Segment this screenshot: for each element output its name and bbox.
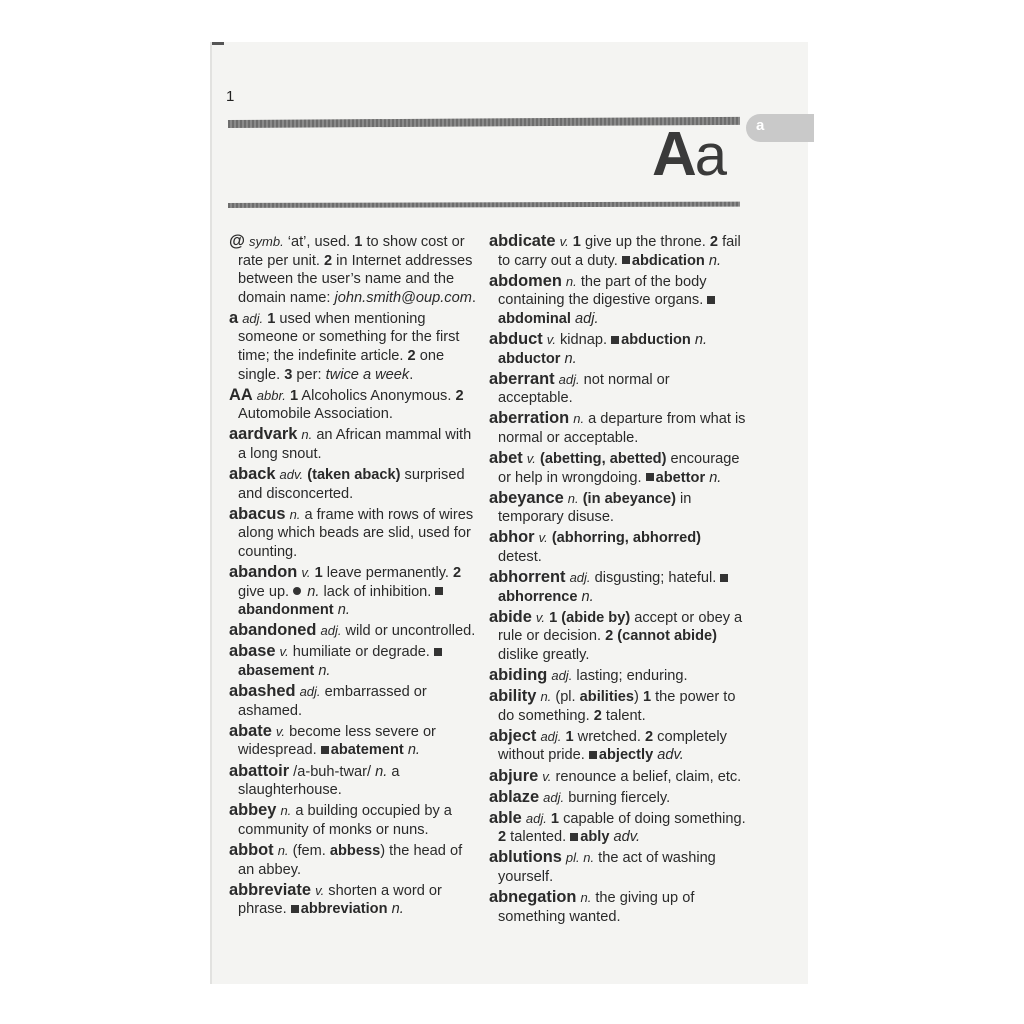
- dictionary-entry: abnegation n. the giving up of something wanted.: [489, 888, 695, 925]
- bold-text: abbreviation: [300, 901, 388, 918]
- bold-text: 1: [549, 609, 558, 626]
- part-of-speech: v.: [315, 882, 325, 898]
- entry-headword: aardvark: [229, 425, 298, 444]
- italic-text: n.: [307, 583, 320, 600]
- bold-text: abdication: [631, 252, 705, 269]
- bold-text: abdominal: [498, 310, 571, 327]
- left-column: [229, 232, 479, 920]
- italic-text: n.: [318, 663, 331, 680]
- italic-text: n.: [564, 350, 577, 367]
- dictionary-entry: abase v. humiliate or degrade. abasement n.: [229, 642, 479, 680]
- bold-text: abbess: [329, 842, 381, 859]
- dictionary-entry: abiding adj. lasting; enduring.: [489, 666, 688, 685]
- entry-headword: abiding: [489, 666, 548, 685]
- derivative-square-icon: [434, 648, 442, 656]
- entry-headword: abbey: [229, 801, 277, 820]
- entry-headword: abandon: [229, 563, 298, 582]
- page-number: 1: [226, 88, 235, 105]
- dictionary-entry: able adj. 1 capable of doing something. 2 talented. ably adv.: [489, 808, 746, 846]
- bold-text: abettor: [655, 469, 706, 486]
- part-of-speech: adj.: [543, 789, 565, 805]
- bold-text: 1: [572, 234, 581, 250]
- right-column: [489, 232, 747, 928]
- dictionary-entry: abeyance n. (in abeyance) in temporary disuse.: [489, 488, 692, 526]
- dictionary-entry: abate v. become less severe or widespread. abatement n.: [229, 721, 436, 759]
- part-of-speech: v.: [526, 451, 536, 467]
- bold-text: (cannot abide): [617, 628, 717, 645]
- part-of-speech: n.: [301, 427, 313, 443]
- dictionary-entry: abjure v. renounce a belief, claim, etc.: [489, 766, 742, 785]
- italic-text: n.: [581, 588, 594, 605]
- bold-text: abhorrence: [498, 588, 578, 605]
- italic-text: n.: [407, 742, 420, 759]
- bold-text: 2: [709, 234, 719, 250]
- page-edge-mark: [212, 42, 224, 45]
- dictionary-entry: abdomen n. the part of the body containing the digestive organs. abdominal adj.: [489, 272, 747, 329]
- part-of-speech: n.: [567, 490, 579, 506]
- dictionary-entry: abacus n. a frame with rows of wires along which beads are slid, used for counting.: [229, 504, 474, 560]
- entry-headword: a: [229, 308, 239, 327]
- bold-text: abduction: [621, 331, 691, 348]
- part-of-speech: v.: [538, 530, 548, 546]
- bold-text: abjectly: [598, 747, 654, 764]
- part-of-speech: pl. n.: [565, 850, 595, 866]
- bold-text: 1: [642, 689, 652, 706]
- bold-text: 1: [289, 387, 299, 404]
- bold-text: abductor: [498, 350, 561, 367]
- bold-text: 2: [324, 252, 333, 269]
- entry-headword: AA: [229, 385, 253, 404]
- entry-headword: abandoned: [229, 621, 317, 640]
- sense-dot-icon: [293, 587, 301, 595]
- bold-text: (abhorring, abhorred): [551, 530, 701, 547]
- italic-text: n.: [708, 252, 722, 269]
- bold-text: abilities: [579, 689, 635, 706]
- derivative-square-icon: [611, 336, 619, 344]
- entry-headword: abnegation: [489, 888, 577, 907]
- dictionary-entry: abattoir /a-buh-twar/ n. a slaughterhouse.: [229, 761, 400, 799]
- entry-headword: ablaze: [489, 787, 540, 806]
- part-of-speech: adj.: [299, 684, 321, 700]
- part-of-speech: n.: [580, 890, 592, 906]
- bold-text: 1: [354, 234, 363, 250]
- bold-text: 2: [605, 628, 614, 645]
- entry-headword: able: [489, 808, 522, 827]
- derivative-square-icon: [720, 574, 728, 582]
- part-of-speech: n.: [280, 803, 292, 819]
- bold-text: (abetting, abetted): [539, 451, 667, 468]
- dictionary-entry: ablutions pl. n. the act of washing yourself.: [489, 848, 716, 885]
- part-of-speech: v.: [546, 331, 556, 347]
- entry-headword: abhor: [489, 528, 535, 547]
- entry-headword: aback: [229, 465, 276, 484]
- bold-text: ably: [580, 829, 610, 846]
- bold-text: 3: [284, 366, 293, 383]
- derivative-square-icon: [646, 473, 654, 481]
- section-heading: [652, 120, 726, 189]
- part-of-speech: v.: [535, 609, 546, 625]
- entry-headword: abeyance: [489, 488, 564, 507]
- derivative-square-icon: [570, 833, 578, 841]
- part-of-speech: n.: [565, 273, 577, 289]
- derivative-square-icon: [291, 905, 299, 913]
- entry-headword: abhorrent: [489, 568, 566, 587]
- bold-text: 2: [593, 707, 602, 724]
- part-of-speech: adj.: [569, 570, 591, 586]
- bold-text: 2: [498, 829, 507, 846]
- derivative-square-icon: [622, 256, 630, 264]
- dictionary-entry: AA abbr. 1 Alcoholics Anonymous. 2 Automobile Association.: [229, 385, 464, 423]
- bold-text: (taken aback): [307, 467, 401, 484]
- part-of-speech: adj.: [525, 810, 547, 826]
- dictionary-entry: abandon v. 1 leave permanently. 2 give up. n. lack of inhibition. abandonment n.: [229, 563, 462, 619]
- part-of-speech: v.: [275, 723, 286, 739]
- italic-text: twice a week: [325, 366, 410, 383]
- dictionary-entry: abet v. (abetting, abetted) encourage or help in wrongdoing. abettor n.: [489, 449, 740, 486]
- bold-text: 1: [550, 810, 560, 827]
- dictionary-entry: aback adv. (taken aback) surprised and disconcerted.: [229, 465, 465, 502]
- dictionary-entry: abdicate v. 1 give up the throne. 2 fail to carry out a duty. abdication n.: [489, 232, 741, 269]
- part-of-speech: v.: [279, 644, 289, 660]
- entry-headword: abate: [229, 721, 272, 740]
- derivative-square-icon: [435, 587, 443, 595]
- entry-headword: aberration: [489, 409, 570, 428]
- bold-text: (in abeyance): [582, 490, 676, 507]
- part-of-speech: n.: [277, 842, 289, 858]
- thumb-index-tab: [746, 114, 814, 142]
- entry-headword: abdicate: [489, 232, 556, 250]
- bold-text: 2: [455, 387, 464, 404]
- part-of-speech: adj.: [320, 623, 342, 639]
- bold-text: abatement: [330, 742, 404, 759]
- entry-headword: abduct: [489, 329, 543, 348]
- derivative-square-icon: [589, 751, 597, 759]
- entry-headword: abject: [489, 726, 537, 745]
- dictionary-entry: abject adj. 1 wretched. 2 completely without pride. abjectly adv.: [489, 726, 727, 764]
- dictionary-entry: aberration n. a departure from what is normal or acceptable.: [489, 409, 746, 446]
- entry-headword: abashed: [229, 682, 296, 701]
- part-of-speech: adj.: [551, 668, 573, 684]
- dictionary-entry: @ symb. ‘at’, used. 1 to show cost or rate per unit. 2 in Internet addresses between the user’s name and the domain name: john.smith@oup.com.: [229, 232, 476, 306]
- bold-text: (abide by): [561, 609, 631, 626]
- entry-headword: abjure: [489, 766, 539, 785]
- dictionary-entry: abide v. 1 (abide by) accept or obey a rule or decision. 2 (cannot abide) dislike greatly.: [489, 607, 743, 663]
- entry-headword: @: [229, 232, 245, 250]
- italic-text: n.: [337, 602, 350, 619]
- italic-text: n.: [709, 469, 722, 486]
- entry-headword: abet: [489, 449, 523, 468]
- bold-text: 1: [267, 310, 276, 327]
- section-letter-upper: A: [652, 120, 695, 189]
- italic-text: n.: [694, 331, 708, 348]
- italic-text: adv.: [657, 747, 684, 764]
- dictionary-entry: abhor v. (abhorring, abhorred) detest.: [489, 528, 701, 565]
- dictionary-entry: aberrant adj. not normal or acceptable.: [489, 369, 670, 407]
- part-of-speech: adj.: [540, 728, 562, 744]
- entry-headword: abacus: [229, 504, 286, 523]
- bold-text: 2: [453, 565, 462, 582]
- dictionary-entry: abbot n. (fem. abbess) the head of an abbey.: [229, 840, 463, 878]
- italic-text: john.smith@oup.com: [334, 289, 472, 306]
- italic-text: adj.: [575, 310, 599, 327]
- entry-headword: abbot: [229, 840, 274, 859]
- entry-headword: abide: [489, 607, 532, 626]
- entry-headword: abbreviate: [229, 880, 311, 899]
- thumb-tab-letter: a: [756, 117, 765, 134]
- part-of-speech: adv.: [279, 467, 304, 483]
- dictionary-entry: ability n. (pl. abilities) 1 the power to do something. 2 talent.: [489, 687, 736, 724]
- section-letter-lower: a: [694, 123, 726, 188]
- italic-text: n.: [391, 901, 404, 918]
- bold-text: abandonment: [238, 602, 334, 619]
- entry-headword: abdomen: [489, 271, 562, 290]
- bold-text: abasement: [238, 663, 315, 680]
- part-of-speech: adj.: [242, 310, 264, 326]
- dictionary-entry: abduct v. kidnap. abduction n. abductor n.: [489, 329, 708, 367]
- entry-headword: abattoir: [229, 761, 290, 780]
- italic-text: n.: [375, 763, 388, 780]
- bold-text: 1: [314, 565, 323, 582]
- part-of-speech: adj.: [558, 371, 580, 387]
- italic-text: adv.: [613, 829, 641, 846]
- part-of-speech: n.: [289, 506, 301, 522]
- dictionary-entry: aardvark n. an African mammal with a long snout.: [229, 425, 472, 463]
- dictionary-entry: abashed adj. embarrassed or ashamed.: [229, 682, 427, 719]
- part-of-speech: n.: [573, 411, 585, 427]
- dictionary-entry: abandoned adj. wild or uncontrolled.: [229, 621, 476, 640]
- dictionary-entry: abbey n. a building occupied by a community of monks or nuns.: [229, 801, 452, 838]
- entry-headword: ability: [489, 687, 537, 706]
- bold-text: 2: [644, 728, 654, 745]
- part-of-speech: v.: [542, 768, 552, 784]
- part-of-speech: v.: [559, 234, 569, 249]
- dictionary-entry: abhorrent adj. disgusting; hateful. abhorrence n.: [489, 568, 747, 606]
- derivative-square-icon: [321, 746, 329, 754]
- entry-headword: aberrant: [489, 369, 555, 388]
- entry-headword: abase: [229, 642, 276, 661]
- bold-text: 1: [565, 728, 574, 745]
- bold-text: 2: [407, 348, 416, 365]
- dictionary-entry: a adj. 1 used when mentioning someone or something for the first time; the indefinite article. 2 one single. 3 per: twice a week.: [229, 308, 460, 383]
- part-of-speech: n.: [540, 689, 552, 705]
- part-of-speech: v.: [301, 565, 311, 581]
- derivative-square-icon: [707, 296, 715, 304]
- dictionary-entry: ablaze adj. burning fiercely.: [489, 787, 671, 806]
- part-of-speech: symb.: [249, 234, 284, 249]
- dictionary-entry: abbreviate v. shorten a word or phrase. abbreviation n.: [229, 880, 442, 918]
- entry-headword: ablutions: [489, 848, 562, 867]
- part-of-speech: abbr.: [256, 387, 286, 403]
